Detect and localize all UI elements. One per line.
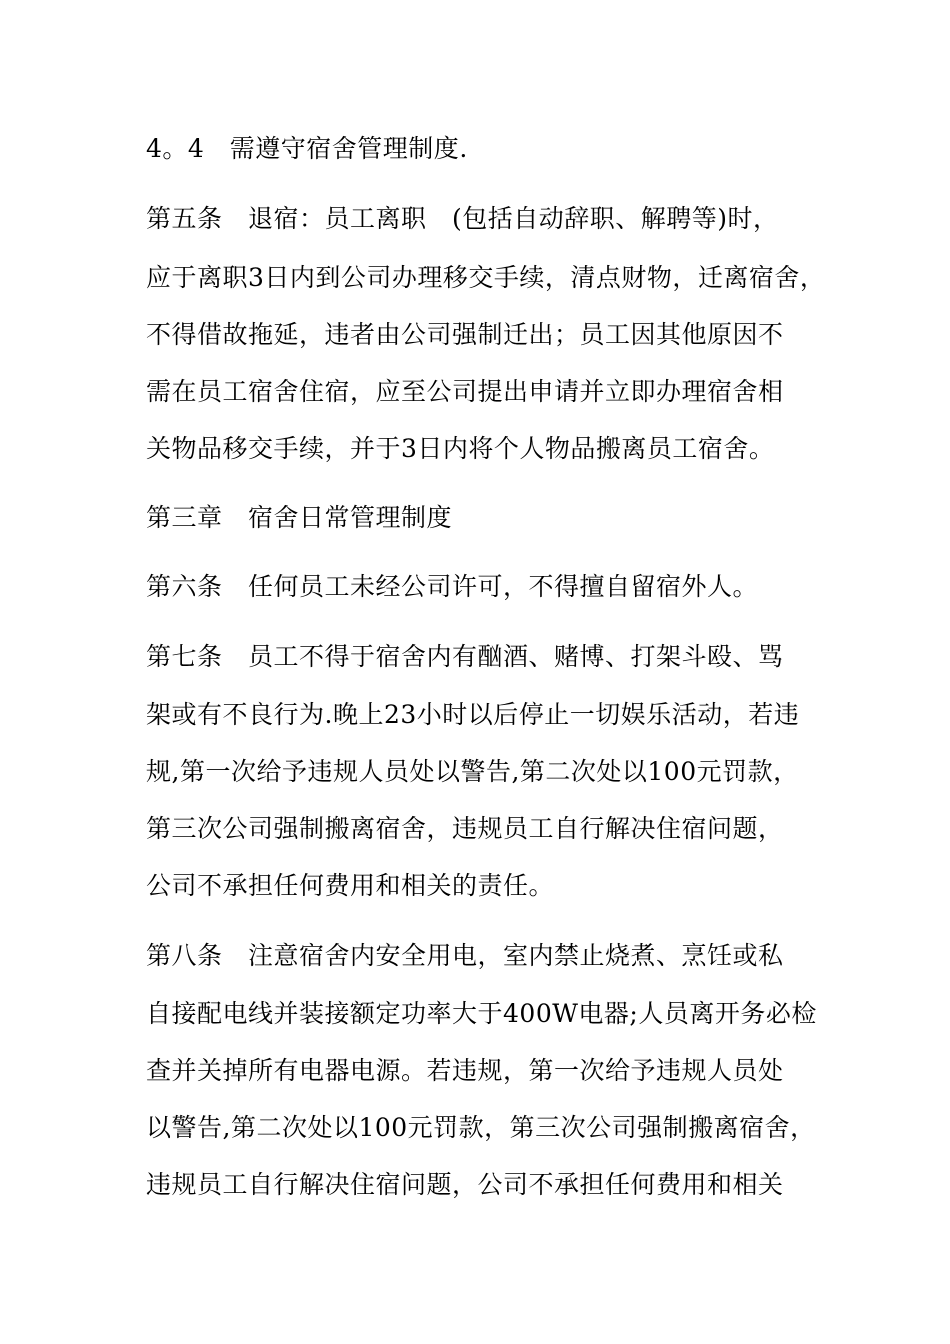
text-line: 第六条 任何员工未经公司许可，不得擅自留宿外人。 xyxy=(146,572,759,601)
text-line: 不得借故拖延，违者由公司强制迁出；员工因其他原因不 xyxy=(146,320,784,349)
text-line: 第七条 员工不得于宿舍内有酗酒、赌博、打架斗殴、骂 xyxy=(146,642,784,671)
text-line: 以警告,第二次处以100元罚款，第三次公司强制搬离宿舍， xyxy=(146,1113,816,1142)
text-line: 查并关掉所有电器电源。若违规，第一次给予违规人员处 xyxy=(146,1056,784,1085)
text-line: 自接配电线并装接额定功率大于400W电器;人员离开务必检 xyxy=(146,999,817,1028)
text-line: 关物品移交手续，并于3日内将个人物品搬离员工宿舍。 xyxy=(146,434,775,463)
text-line: 架或有不良行为.晚上23小时以后停止一切娱乐活动，若违 xyxy=(146,700,800,729)
text-line: 第八条 注意宿舍内安全用电，室内禁止烧煮、烹饪或私 xyxy=(146,941,784,970)
text-line: 第三次公司强制搬离宿舍，违规员工自行解决住宿问题， xyxy=(146,814,784,843)
text-line: 第五条 退宿：员工离职 (包括自动辞职、解聘等)时， xyxy=(146,204,779,233)
text-line: 规,第一次给予违规人员处以警告,第二次处以100元罚款， xyxy=(146,757,799,786)
text-line: 应于离职3日内到公司办理移交手续，清点财物，迁离宿舍， xyxy=(146,263,826,292)
chapter-heading: 第三章 宿舍日常管理制度 xyxy=(146,503,453,532)
text-line: 需在员工宿舍住宿，应至公司提出申请并立即办理宿舍相 xyxy=(146,377,784,406)
text-line: 公司不承担任何费用和相关的责任。 xyxy=(146,871,555,900)
text-line: 违规员工自行解决住宿问题，公司不承担任何费用和相关 xyxy=(146,1170,784,1199)
text-line: 4。4 需遵守宿舍管理制度. xyxy=(146,134,468,163)
